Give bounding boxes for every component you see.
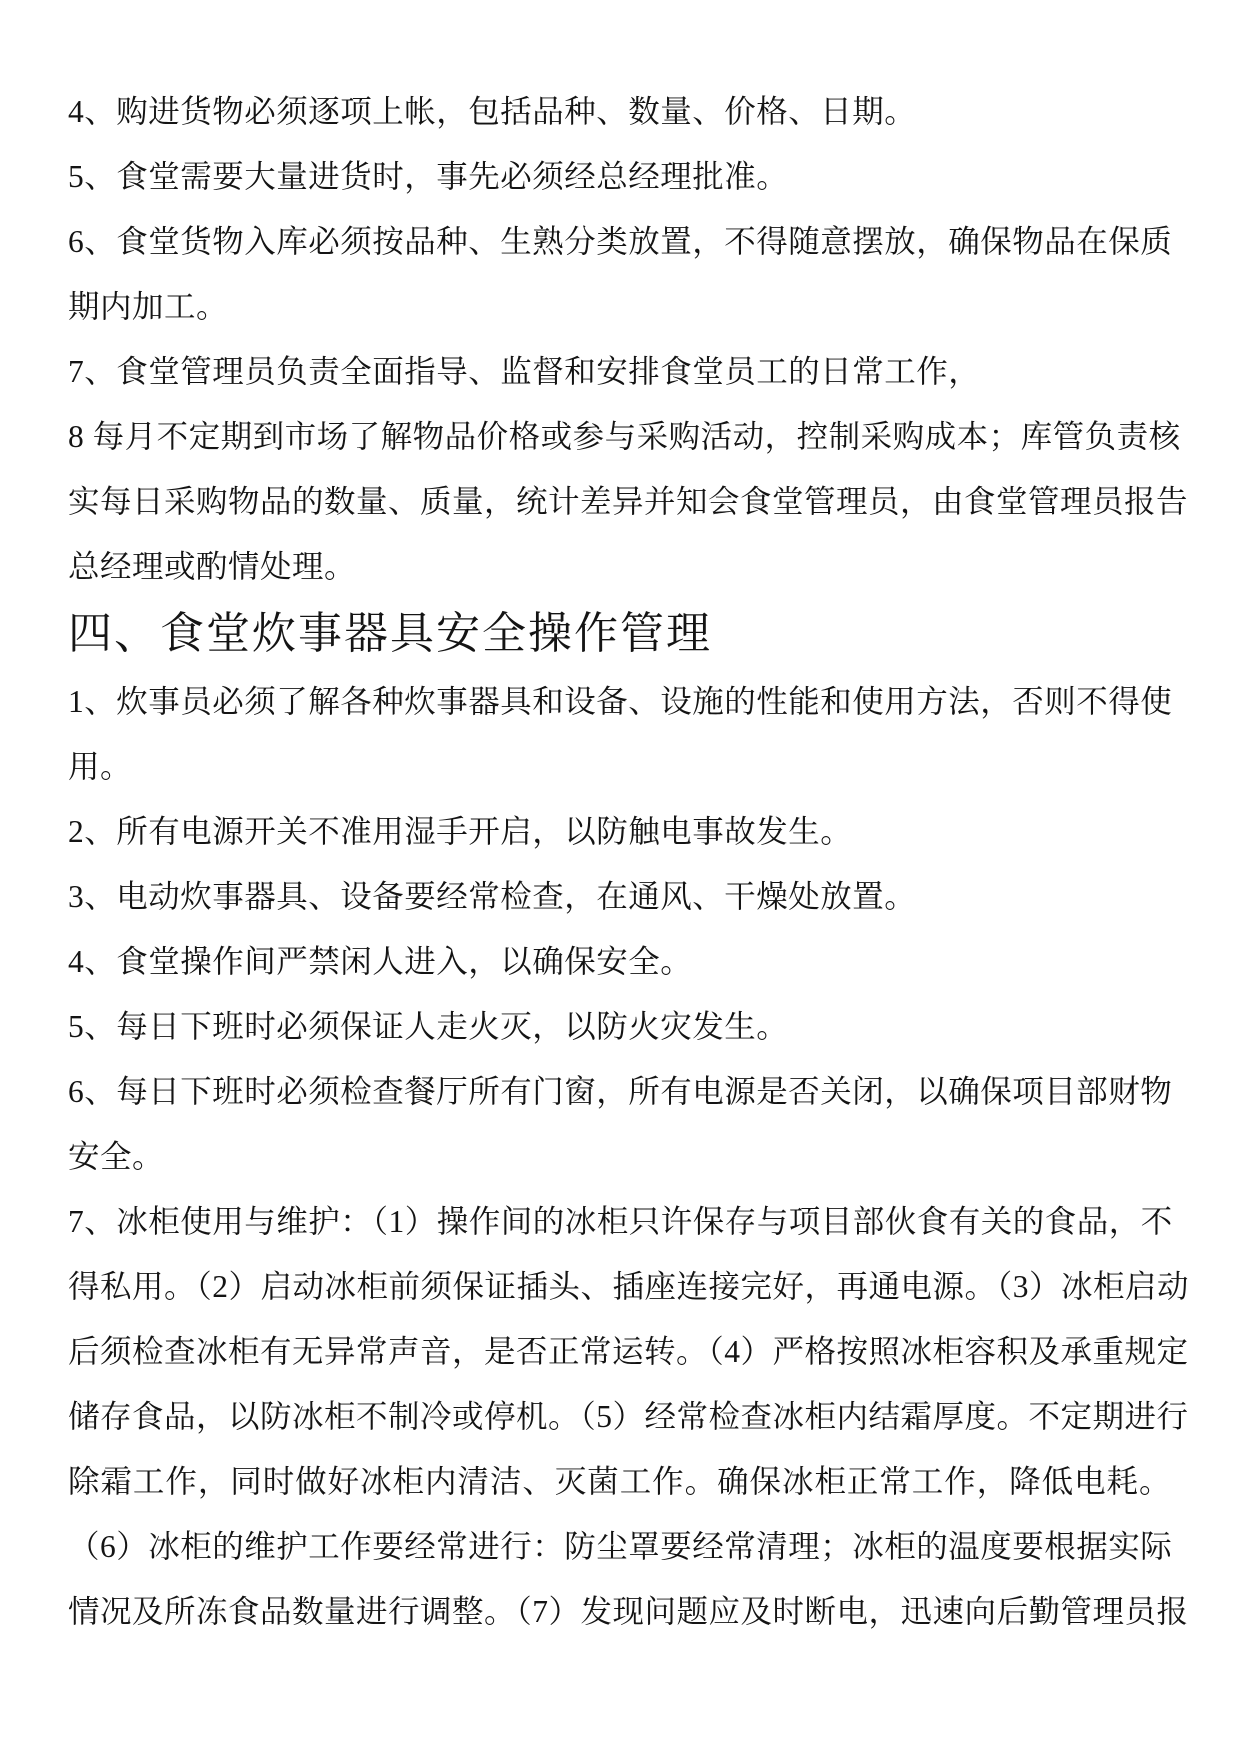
document-text-line: 安全。	[68, 1139, 165, 1174]
document-text-line: 8 每月不定期到市场了解物品价格或参与采购活动，控制采购成本；库管负责核	[68, 419, 1181, 454]
document-text-line: 储存食品，以防冰柜不制冷或停机。（5）经常检查冰柜内结霜厚度。不定期进行	[68, 1399, 1189, 1434]
document-text-line: 实每日采购物品的数量、质量，统计差异并知会食堂管理员，由食堂管理员报告	[68, 484, 1189, 519]
section-heading: 四、食堂炊事器具安全操作管理	[68, 609, 712, 658]
document-text-line: 2、所有电源开关不准用湿手开启，以防触电事故发生。	[68, 814, 853, 849]
document-text-line: 4、食堂操作间严禁闲人进入，以确保安全。	[68, 944, 693, 979]
document-text-line: 5、每日下班时必须保证人走火灭，以防火灾发生。	[68, 1009, 789, 1044]
document-text-line: 得私用。（2）启动冰柜前须保证插头、插座连接完好，再通电源。（3）冰柜启动	[68, 1269, 1190, 1304]
document-text-line: 总经理或酌情处理。	[68, 549, 357, 584]
document-text-line: （6）冰柜的维护工作要经常进行：防尘罩要经常清理；冰柜的温度要根据实际	[68, 1529, 1173, 1564]
document-text-line: 用。	[68, 749, 133, 784]
document-text-line: 除霜工作，同时做好冰柜内清洁、灭菌工作。确保冰柜正常工作，降低电耗。	[68, 1464, 1171, 1499]
document-body	[68, 79, 1190, 1644]
document-text-line: 后须检查冰柜有无异常声音，是否正常运转。（4）严格按照冰柜容积及承重规定	[68, 1334, 1189, 1369]
document-text-line: 5、食堂需要大量进货时，事先必须经总经理批准。	[68, 159, 789, 194]
document-text-line: 1、炊事员必须了解各种炊事器具和设备、设施的性能和使用方法，否则不得使	[68, 684, 1173, 719]
document-text-line: 7、冰柜使用与维护：（1）操作间的冰柜只许保存与项目部伙食有关的食品，不	[68, 1204, 1173, 1239]
document-text-line: 6、每日下班时必须检查餐厅所有门窗，所有电源是否关闭，以确保项目部财物	[68, 1074, 1173, 1109]
document-text-line: 6、食堂货物入库必须按品种、生熟分类放置，不得随意摆放，确保物品在保质	[68, 224, 1173, 259]
document-text-line: 情况及所冻食品数量进行调整。（7）发现问题应及时断电，迅速向后勤管理员报	[68, 1594, 1189, 1629]
document-text-line: 7、食堂管理员负责全面指导、监督和安排食堂员工的日常工作，	[68, 354, 981, 389]
document-text-line: 4、购进货物必须逐项上帐，包括品种、数量、价格、日期。	[68, 94, 917, 129]
document-text-line: 3、电动炊事器具、设备要经常检查，在通风、干燥处放置。	[68, 879, 917, 914]
document-text-line: 期内加工。	[68, 289, 229, 324]
